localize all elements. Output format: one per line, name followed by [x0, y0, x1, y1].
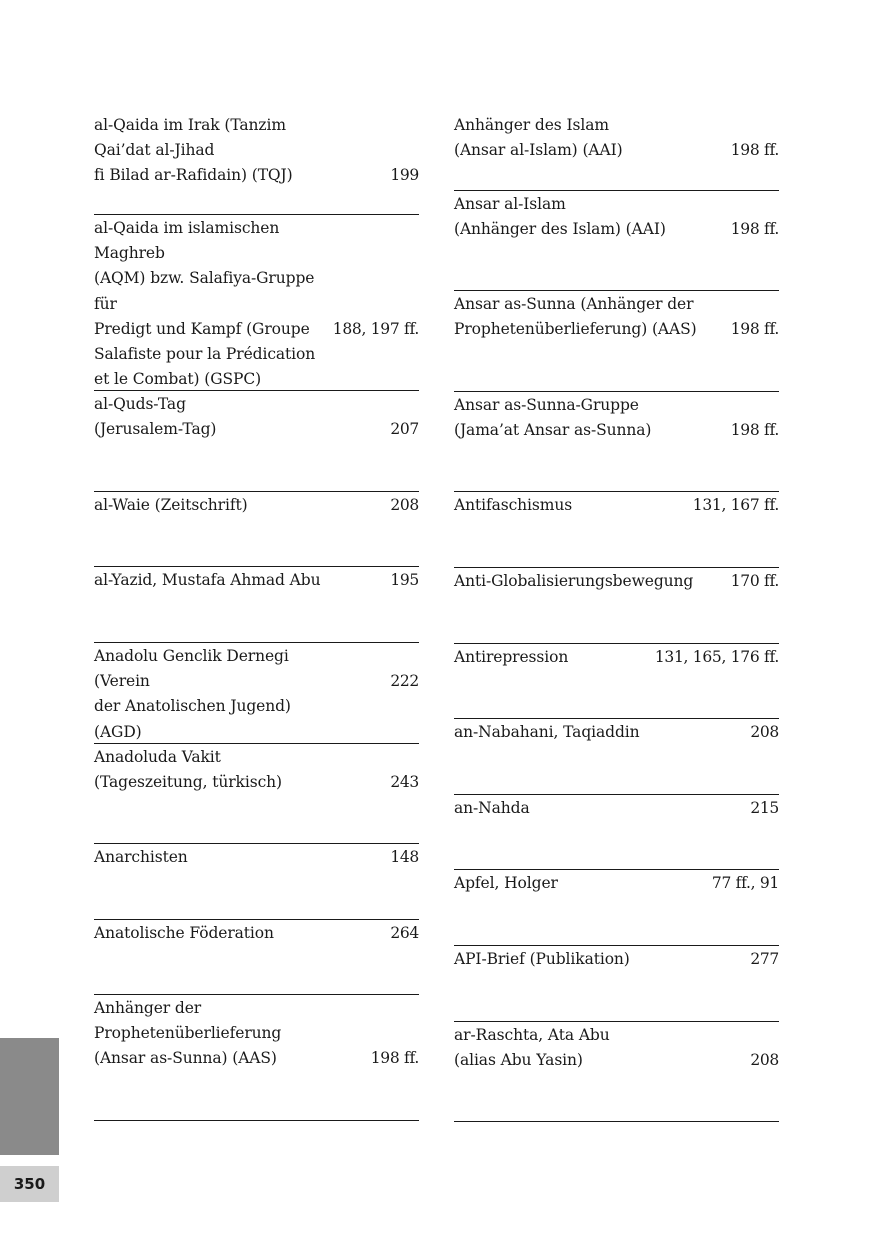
index-entry — [454, 870, 779, 946]
index-entry — [454, 191, 779, 292]
index-entry — [94, 391, 419, 492]
index-term: Ansar al-Islam (Anhänger des Islam) (AAI) — [454, 194, 666, 238]
index-entry — [454, 291, 779, 392]
index-entry — [94, 844, 419, 920]
index-entry — [454, 568, 779, 644]
index-entry — [94, 995, 419, 1121]
index-term: al-Waie (Zeitschrift) — [94, 495, 248, 514]
index-entry — [454, 392, 779, 493]
index-entry — [94, 744, 419, 845]
index-entry — [454, 492, 779, 568]
index-pages: 222 — [390, 672, 419, 691]
index-pages: 208 — [750, 722, 779, 741]
index-term: an-Nahda — [454, 798, 530, 817]
index-term: Apfel, Holger — [454, 873, 558, 892]
index-term: al-Qaida im islamischen Maghreb (AQM) bzw. Salafiya-Gruppe für Predigt und Kampf (Groupe Salafiste pour la Prédication et le Combat) (GSPC) — [94, 219, 316, 389]
index-pages: 199 — [390, 166, 419, 185]
index-term: Anti-Globalisierungsbewegung — [454, 571, 694, 590]
index-term: Antifaschismus — [454, 496, 573, 514]
index-pages: 243 — [390, 772, 419, 791]
index-pages: 170 ff. — [730, 571, 779, 590]
index-pages: 215 — [750, 798, 779, 817]
index-pages: 131, 167 ff. — [692, 496, 779, 514]
index-pages: 198 ff. — [730, 219, 779, 238]
index-pages: 207 — [390, 420, 419, 439]
index-entry — [94, 112, 419, 215]
page-number-box — [0, 1166, 59, 1202]
index-term: Anadolu Genclik Dernegi (Verein der Anatolischen Jugend) (AGD) — [94, 647, 291, 741]
index-term: API-Brief (Publikation) — [454, 949, 630, 968]
index-pages: 198 ff. — [730, 420, 779, 439]
index-entry — [454, 719, 779, 795]
index-term: an-Nabahani, Taqiaddin — [454, 722, 640, 741]
index-pages: 208 — [390, 495, 419, 514]
index-pages: 198 ff. — [730, 141, 779, 160]
index-entry — [94, 567, 419, 643]
index-pages: 195 — [390, 571, 419, 589]
index-term: Anarchisten — [94, 848, 188, 866]
index-entry — [94, 643, 419, 744]
index-pages: 264 — [390, 923, 419, 942]
index-term: Anhänger der Prophetenüberlieferung (Ansar as-Sunna) (AAS) — [94, 999, 282, 1068]
page-number: 350 — [13, 1175, 46, 1193]
index-term: ar-Raschta, Ata Abu (alias Abu Yasin) — [454, 1025, 610, 1069]
thumb-index-tab — [0, 1038, 59, 1155]
index-pages: 198 ff. — [730, 320, 779, 339]
index-column-right — [454, 112, 779, 1122]
index-entry — [454, 946, 779, 1022]
index-term: Ansar as-Sunna (Anhänger der Prophetenüberlieferung) (AAS) — [454, 295, 697, 339]
index-column-left — [94, 112, 419, 1121]
index-pages: 277 — [750, 949, 779, 968]
index-pages: 77 ff., 91 — [711, 873, 779, 892]
index-term: al-Qaida im Irak (Tanzim Qai’dat al-Jihad fi Bilad ar-Rafidain) (TQJ) — [94, 116, 293, 185]
index-term: Ansar as-Sunna-Gruppe (Jama’at Ansar as-Sunna) — [454, 395, 652, 439]
index-term: al-Quds-Tag (Jerusalem-Tag) — [94, 395, 217, 439]
index-pages: 148 — [390, 848, 419, 866]
index-pages: 131, 165, 176 ff. — [654, 647, 779, 666]
index-term: Anadoluda Vakit (Tageszeitung, türkisch) — [94, 747, 282, 791]
index-term: Anatolische Föderation — [94, 923, 274, 942]
index-term: Antirepression — [454, 647, 569, 666]
index-entry — [454, 112, 779, 191]
index-entry — [454, 795, 779, 870]
index-term: al-Yazid, Mustafa Ahmad Abu — [94, 571, 321, 589]
index-entry — [454, 644, 779, 719]
index-pages: 198 ff. — [370, 1049, 419, 1068]
index-entry — [94, 215, 419, 391]
index-entry — [454, 1022, 779, 1122]
index-term: Anhänger des Islam (Ansar al-Islam) (AAI) — [454, 116, 623, 160]
index-pages: 188, 197 ff. — [332, 319, 419, 338]
index-entry — [94, 920, 419, 996]
index-pages: 208 — [750, 1050, 779, 1069]
index-entry — [94, 492, 419, 568]
